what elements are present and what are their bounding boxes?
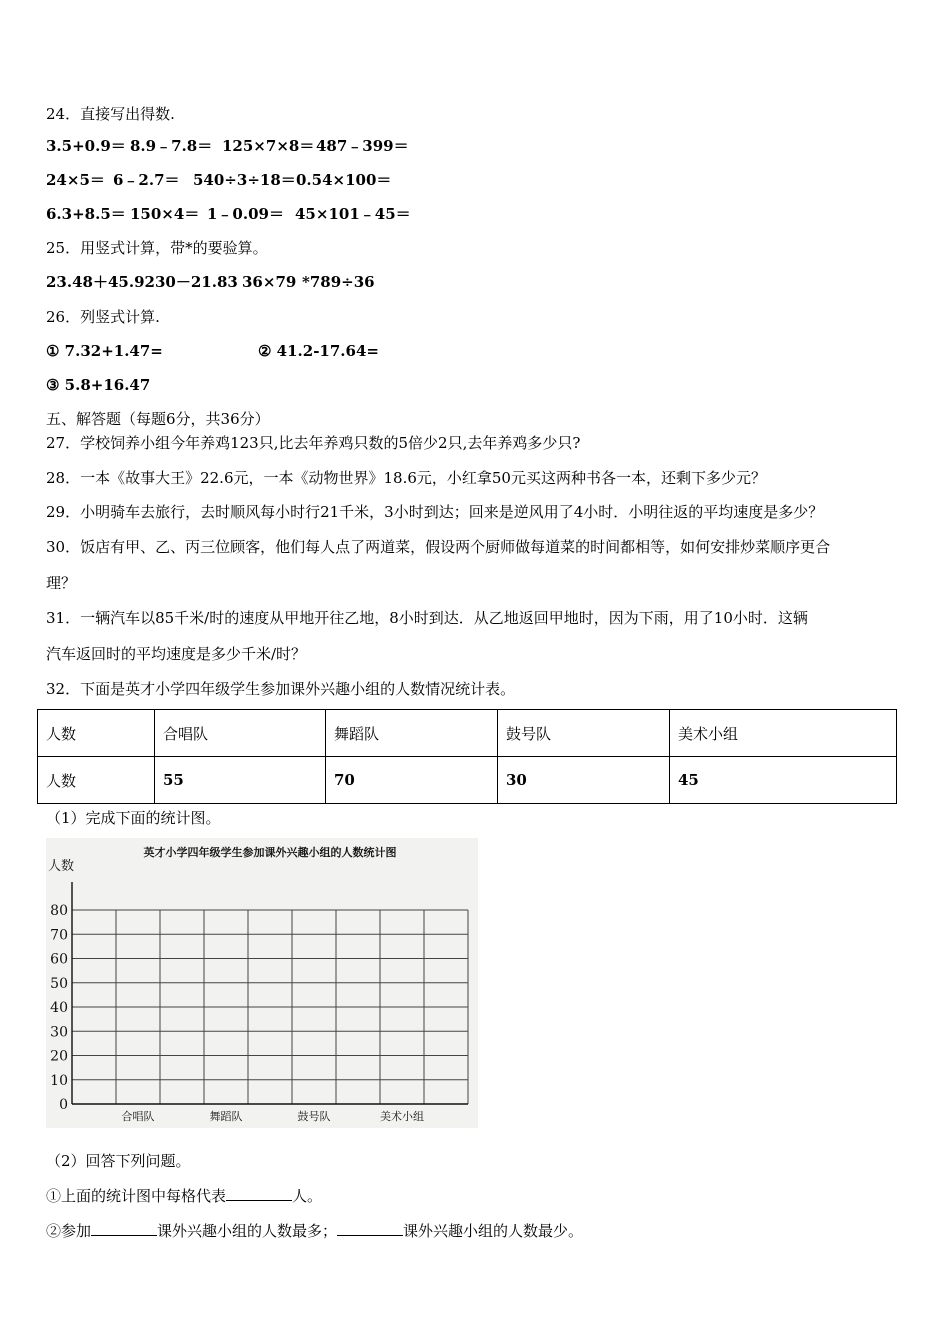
table-header-cell: 美术小组	[670, 710, 897, 757]
chart-y-axis-label: 人数	[48, 859, 75, 874]
table-cell: 45	[670, 757, 897, 804]
q30-line1: 30．饭店有甲、乙、丙三位顾客，他们每人点了两道菜，假设两个厨师做每道菜的时间都相等，如何安排炒菜顺序更合	[46, 538, 831, 556]
table-header-cell: 合唱队	[155, 710, 326, 757]
chart-y-tick-label: 10	[50, 1072, 68, 1089]
q29: 29．小明骑车去旅行，去时顺风每小时行21千米，3小时到达；回来是逆风用了4小时．小明往返的平均速度是多少？	[46, 503, 824, 521]
q24-r2-c2: 6﹣2.7＝	[113, 171, 180, 189]
sub1: （1）完成下面的统计图。	[46, 809, 221, 827]
q27: 27．学校饲养小组今年养鸡123只,比去年养鸡只数的5倍少2只,去年养鸡多少只?	[46, 434, 581, 452]
answer-1-text-a: ①上面的统计图中每格代表	[46, 1187, 227, 1205]
q26-item-1: ① 7.32+1.47=	[46, 342, 163, 360]
chart-x-tick-label: 美术小组	[380, 1110, 424, 1123]
q24-r2-c4: 0.54×100＝	[296, 171, 392, 189]
q25-item-4: *789÷36	[302, 273, 375, 291]
q24-r2-c3: 540÷3÷18＝	[193, 171, 296, 189]
answer-2-text-b: 课外兴趣小组的人数最多；	[157, 1222, 338, 1240]
answer-2-blank-1[interactable]	[91, 1221, 157, 1236]
chart-y-tick-label: 0	[59, 1097, 68, 1113]
chart-x-tick-label: 舞蹈队	[209, 1110, 243, 1123]
answer-1	[46, 1186, 322, 1206]
q24-row3	[46, 204, 411, 224]
table-header-cell: 鼓号队	[498, 710, 670, 757]
chart-y-tick-label: 80	[50, 903, 68, 919]
q30-line2: 理？	[46, 574, 77, 592]
q31-line2: 汽车返回时的平均速度是多少千米/时？	[46, 645, 307, 663]
answer-2-blank-2[interactable]	[337, 1221, 403, 1236]
q28: 28．一本《故事大王》22.6元，一本《动物世界》18.6元，小红拿50元买这两种书各一本，还剩下多少元？	[46, 469, 766, 487]
q26-item-3: ③ 5.8+16.47	[46, 376, 151, 394]
chart-y-tick-label: 40	[50, 1000, 68, 1016]
chart-svg	[46, 838, 478, 1128]
q26-title: 26．列竖式计算.	[46, 308, 160, 326]
answer-2-text-a: ②参加	[46, 1222, 92, 1240]
answer-1-blank[interactable]	[226, 1186, 292, 1201]
chart-x-tick-label: 鼓号队	[297, 1110, 331, 1123]
table-cell: 55	[155, 757, 326, 804]
chart-y-tick-label: 50	[50, 975, 68, 992]
table-header-cell: 舞蹈队	[326, 710, 498, 757]
table-header-cell: 人数	[38, 710, 155, 757]
chart-x-tick-label: 合唱队	[121, 1110, 155, 1123]
answer-2	[46, 1221, 583, 1241]
q24-row1	[46, 136, 409, 156]
q31-line1: 31．一辆汽车以85千米/时的速度从甲地开往乙地，8小时到达．从乙地返回甲地时，因为下雨，用了10小时．这辆	[46, 609, 808, 627]
sub2: （2）回答下列问题。	[46, 1152, 191, 1170]
table-row	[38, 757, 897, 804]
chart-y-tick-label: 60	[50, 951, 68, 968]
q24-r1-c1: 3.5+0.9＝	[46, 137, 126, 155]
table-cell: 30	[498, 757, 670, 804]
chart-y-tick-label: 70	[50, 927, 68, 944]
q25-title: 25．用竖式计算，带*的要验算。	[46, 239, 268, 257]
q25-item-3: 36×79	[242, 273, 297, 291]
chart-title: 英才小学四年级学生参加课外兴趣小组的人数统计图	[143, 846, 397, 859]
q25-item-2: 30－21.83	[155, 273, 238, 291]
table-cell: 70	[326, 757, 498, 804]
bar-chart	[46, 838, 478, 1128]
q24-r1-c2: 8.9﹣7.8＝	[130, 137, 213, 155]
q32: 32．下面是英才小学四年级学生参加课外兴趣小组的人数情况统计表。	[46, 680, 516, 698]
q25-items	[46, 272, 375, 292]
q24-title: 24．直接写出得数.	[46, 105, 175, 123]
chart-y-tick-label: 20	[50, 1048, 68, 1065]
answer-2-text-c: 课外兴趣小组的人数最少。	[403, 1222, 584, 1240]
answer-1-text-b: 人。	[292, 1187, 323, 1205]
q24-r1-c4: 487﹣399＝	[316, 137, 409, 155]
section-heading: 五、解答题（每题6分，共36分）	[46, 410, 270, 428]
q24-row2	[46, 170, 391, 190]
table-header-row	[38, 710, 897, 757]
q25-item-1: 23.48＋45.92	[46, 273, 155, 291]
q24-r3-c4: 45×101﹣45＝	[295, 205, 411, 223]
q26-item-2: ② 41.2-17.64=	[258, 342, 379, 360]
stats-table	[37, 709, 897, 804]
chart-y-tick-label: 30	[50, 1024, 68, 1041]
q24-r1-c3: 125×7×8＝	[222, 137, 315, 155]
q24-r3-c2: 150×4＝	[130, 205, 200, 223]
q24-r2-c1: 24×5＝	[46, 171, 105, 189]
table-cell: 人数	[38, 757, 155, 804]
q24-r3-c3: 1﹣0.09＝	[207, 205, 284, 223]
q24-r3-c1: 6.3+8.5＝	[46, 205, 126, 223]
